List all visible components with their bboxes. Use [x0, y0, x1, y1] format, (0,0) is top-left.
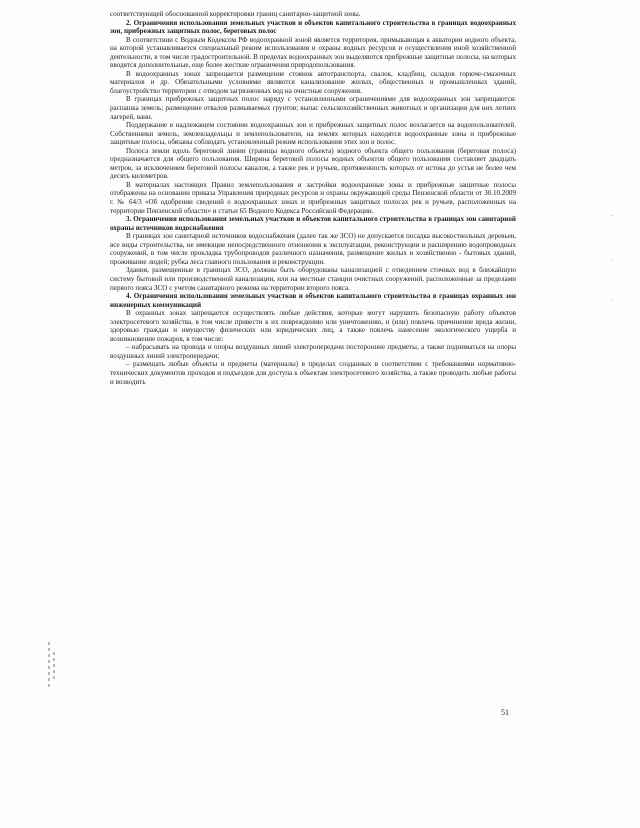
paragraph: В водоохранных зонах запрещается размещение стоянок автотранспорта, свалок, кладбищ, складов горюче-смазочных материалов и др. Обязательными условиями являются канализование жилых, общественных и промышленных зданий, благоустройство территории с отводом загрязненных вод на очистные сооружения.	[110, 69, 516, 95]
scan-speck	[612, 300, 613, 301]
paragraph: В охранных зонах запрещается осуществлять любые действия, которые могут нарушить безопасную работу объектов электросетевого хозяйства, в том числе привести к их повреждению или уничтожению, и (или) повлечь причинение вреда жизни, здоровью граждан и имуществу физических или юридических лиц, а также повлечь нанесение экологического ущерба и возникновение пожаров, в том числе:	[110, 309, 516, 343]
paragraph: соответствующей обоснованной корректировки границ санитарно-защитной зоны.	[110, 10, 361, 18]
section-heading: 3. Ограничения использования земельных участков и объектов капитального строительства в границах зон санитарной охраны источников водоснабжения	[110, 215, 516, 232]
paragraph: Здания, размещенные в границах ЗСО, должны быть оборудованы канализацией с отведением сточных вод в ближайшую систему бытовой или производственной канализации, или на местные станции очистных сооружений, расположенные за пределами первого пояса ЗСО с учетом санитарного режима на территории второго пояса.	[110, 266, 516, 292]
scan-speck	[612, 260, 613, 261]
paragraph: В границах зон санитарной источников водоснабжения (далее так же ЗСО) не допускается посадка высокоствольных деревьев, все виды строительства, не имеющие непосредственного отношения к эксплуатации, реконструкции и расширению водопроводных сооружений, в том числе прокладка трубопроводов различного назначения, размещение жилых и хозяйственно - бытовых зданий, проживание людей; рубка леса главного пользования и реконструкции.	[110, 232, 516, 266]
scan-artifact	[53, 652, 55, 682]
scan-speck	[612, 215, 613, 216]
scan-artifact	[48, 642, 50, 690]
paragraph: В границах прибрежных защитных полос наряду с установленными ограничениями для водоохранных зон запрещаются: распашка земель; размещение отвалов размываемых грунтов; выпас сельскохозяйственных животных и организация для них летних лагерей, ванн.	[110, 95, 516, 121]
document-body	[110, 10, 516, 386]
paragraph: В соответствии с Водным Кодексом РФ водоохранной зоной является территория, примыкающая к акватории водного объекта, на которой устанавливается специальный режим использования и охраны водных ресурсов и осуществления иной хозяйственной деятельности, в том числе градостроительной. В пределах водоохранных зон выделяются прибрежные защитные полосы, на которых вводятся дополнительные, еще более жесткие ограничения природопользования.	[110, 35, 516, 70]
list-item: – размещать любые объекты и предметы (материалы) в пределах созданных в соответствии с требованиями нормативно-технических документов проходов и подъездов для доступа к объектам электросетевого хозяйства, а также проводить любые работы и возводить	[110, 360, 516, 386]
page-number: 51	[501, 708, 509, 717]
section-heading: 2. Ограничения использования земельных участков и объектов капитального строительства в границах водоохранных зон, прибрежных защитных полос, береговых полос	[110, 18, 516, 36]
paragraph: Поддержание в надлежащем состоянии водоохранных зон и прибрежных защитных полос возлагается на водопользователей. Собственники земель, землевладельцы и землепользователи, на землях которых находятся водоохранные зоны и прибрежные защитные полосы, обязаны соблюдать установленный режим использования этих зон и полос.	[110, 121, 516, 147]
list-item: – набрасывать на провода и опоры воздушных линий электропередачи посторонние предметы, а также подниматься на опоры воздушных линий электропередачи;	[110, 343, 516, 360]
paragraph: Полоса земли вдоль береговой линии (границы водного объекта) водного объекта общего пользования (береговая полоса) предназначается для общего пользования. Ширина береговой полосы водных объектов общего пользования составляет двадцать метров, за исключением береговой полосы каналов, а также рек и ручьев, протяженность которых от истока до устья не более чем десять километров.	[110, 146, 516, 181]
paragraph: В материалах настоящих Правил землепользования и застройки водоохранные зоны и прибрежные защитные полосы отображены на основании приказа Управления природных ресурсов и охраны окружающей среды Пензенской области от 30.10.2009 г. № 64/3 «Об одобрении сведений о водоохранных зонах и прибрежных защитных полосах рек и ручьев, расположенных на территории Пензенской области» и статьи 65 Водного Кодекса Российской Федерации.	[110, 180, 516, 215]
section-heading: 4. Ограничения использования земельных участков и объектов капитального строительства в границах охранных зон инженерных коммуникаций	[110, 292, 516, 309]
